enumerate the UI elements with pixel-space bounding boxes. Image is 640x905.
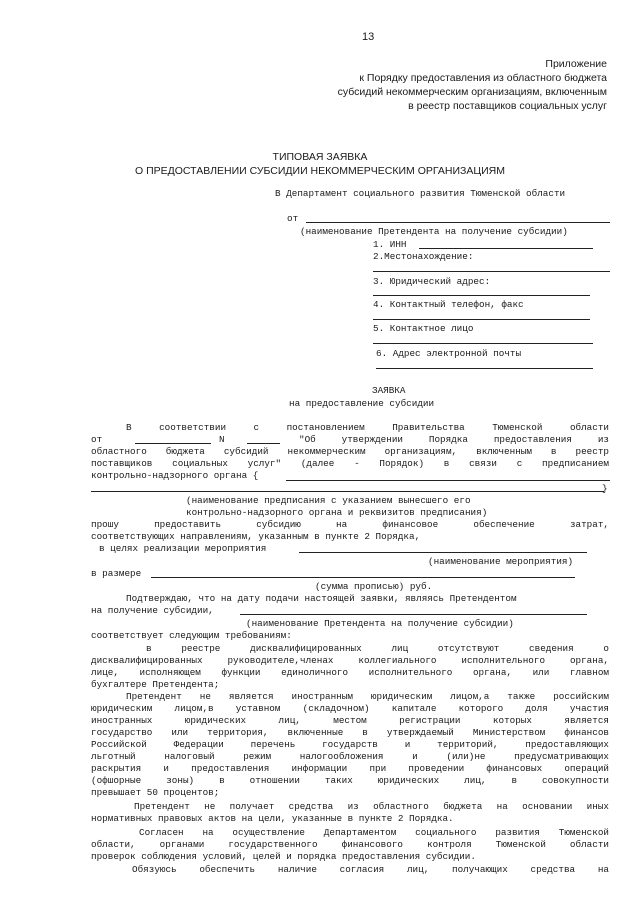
p3-line-1: Подтверждаю, что на дату подачи настоящей заявки, являясь Претендентом — [126, 593, 517, 604]
p2-line-3: в целях реализации мероприятия — [99, 543, 267, 554]
appendix-title: Приложение — [545, 58, 607, 70]
field-email: 6. Адрес электронной почты — [376, 348, 522, 359]
field-legal-address-line[interactable] — [373, 295, 590, 296]
p5-line-8: (офшорные зоны) в отношении таких юридических лиц, в совокупности — [91, 775, 609, 786]
p8-line-1: Обязуюсь обеспечить наличие согласия лиц, получающих средства на — [132, 864, 609, 875]
field-inn: 1. ИНН — [373, 239, 407, 250]
field-phone: 4. Контактный телефон, факс — [373, 299, 524, 310]
field-contact: 5. Контактное лицо — [373, 323, 474, 334]
p1-number-sign: N — [219, 434, 225, 445]
p5-line-1: Претендент не является иностранным юридическим лицом,а также российским — [126, 691, 609, 702]
hint-event: (наименование мероприятия) — [428, 556, 574, 567]
hint-applicant: (наименование Претендента на получение субсидии) — [246, 618, 514, 629]
p5-line-6: льготный налоговый режим налогообложения и (или)не предусматривающих — [91, 751, 609, 762]
addressee: В Департамент социального развития Тюменской области — [275, 188, 566, 199]
p1-line-1: В соответствии с постановлением Правительства Тюменской области — [126, 422, 609, 433]
p3-line-2: на получение субсидии, — [91, 605, 214, 616]
appendix-line-3: в реестр поставщиков социальных услуг — [408, 100, 607, 112]
p2-line-2: соответствующих направлениям, указанным в пункте 2 Порядка, — [91, 531, 421, 542]
p5-line-9: превышает 50 процентов; — [91, 787, 220, 798]
p7-line-2: области, органами государственного финансового контроля Тюменской области — [91, 839, 609, 850]
request-title: ЗАЯВКА — [372, 385, 406, 396]
decree-date-line[interactable] — [135, 443, 211, 444]
hint-prescription-2: контрольно-надзорного органа и реквизитов предписания) — [186, 507, 488, 518]
amount-line[interactable] — [151, 577, 575, 578]
p4-line-2: дисквалифицированных руководителе,членах коллегиального исполнительного органа, — [91, 655, 609, 666]
p7-line-3: проверок соблюдения условий, целей и порядка предоставления субсидии. — [91, 851, 476, 862]
p6-line-2: нормативных правовых актов на цели, указанные в пункте 2 Порядка. — [91, 813, 454, 824]
heading-line-1: ТИПОВАЯ ЗАЯВКА — [272, 151, 368, 163]
event-name-line[interactable] — [299, 552, 587, 553]
field-inn-line[interactable] — [419, 248, 593, 249]
field-phone-line[interactable] — [373, 319, 590, 320]
appendix-line-2: субсидий некоммерческим организациям, включенным — [337, 86, 607, 98]
from-line[interactable] — [306, 222, 610, 223]
p7-line-1: Согласен на осуществление Департаментом социального развития Тюменской — [139, 827, 609, 838]
decree-number-line[interactable] — [247, 443, 280, 444]
hint-prescription-1: (наименование предписания с указанием вынесшего его — [186, 495, 471, 506]
field-legal-address: 3. Юридический адрес: — [373, 276, 491, 287]
p4-line-1: в реестре дисквалифицированных лиц отсутствуют сведения о — [146, 643, 609, 654]
applicant-name-line[interactable] — [240, 614, 587, 615]
p1-line-5: контрольно-надзорного органа { — [91, 470, 259, 481]
p5-line-2: юридическим лицом,в уставном (складочном) капитале которого доля участия — [91, 703, 609, 714]
appendix-line-1: к Порядку предоставления из областного бюджета — [359, 72, 607, 84]
p3-line-3: соответствует следующим требованиям: — [91, 630, 292, 641]
from-label: от — [287, 213, 299, 224]
page-number: 13 — [362, 31, 375, 43]
p1-from: от — [91, 434, 103, 445]
p6-line-1: Претендент не получает средства из областного бюджета на основании иных — [134, 801, 609, 812]
p2-line-4: в размере — [91, 568, 142, 579]
field-email-line[interactable] — [376, 368, 593, 369]
p5-line-3: иностранных юридических лиц, местом регистрации которых является — [91, 715, 609, 726]
prescription-line-1[interactable] — [286, 480, 610, 481]
p2-line-1: прошу предоставить субсидию на финансовое обеспечение затрат, — [91, 519, 609, 530]
field-location-line[interactable] — [373, 271, 610, 272]
p5-line-5: Российской Федерации перечень государств и территорий, предоставляющих — [91, 739, 609, 750]
p5-line-7: раскрытия и предоставления информации при проведении финансовых операций — [91, 763, 609, 774]
p1-line-3: областного бюджета субсидий некоммерческим организациям, включенным в реестр — [91, 446, 609, 457]
brace-close: } — [602, 483, 608, 494]
p5-line-4: государство или территория, включенные в утверждаемый Министерством финансов — [91, 727, 609, 738]
request-subtitle: на предоставление субсидии — [289, 398, 435, 409]
field-location: 2.Местонахождение: — [373, 251, 474, 262]
p1-line-4: поставщиков социальных услуг" (далее - Порядок) в связи с предписанием — [91, 458, 609, 469]
p4-line-4: бухгалтере Претендента; — [91, 679, 220, 690]
p1-line-2: "Об утверждении Порядка предоставления из — [299, 434, 609, 445]
from-hint: (наименование Претендента на получение субсидии) — [300, 226, 568, 237]
prescription-line-2[interactable] — [91, 491, 604, 492]
p4-line-3: лице, исполняющем функции единоличного исполнительного органа, или главном — [91, 667, 609, 678]
heading-line-2: О ПРЕДОСТАВЛЕНИИ СУБСИДИИ НЕКОММЕРЧЕСКИМ ОРГАНИЗАЦИЯМ — [135, 165, 505, 177]
hint-amount: (сумма прописью) руб. — [315, 581, 433, 592]
field-contact-line[interactable] — [373, 343, 593, 344]
